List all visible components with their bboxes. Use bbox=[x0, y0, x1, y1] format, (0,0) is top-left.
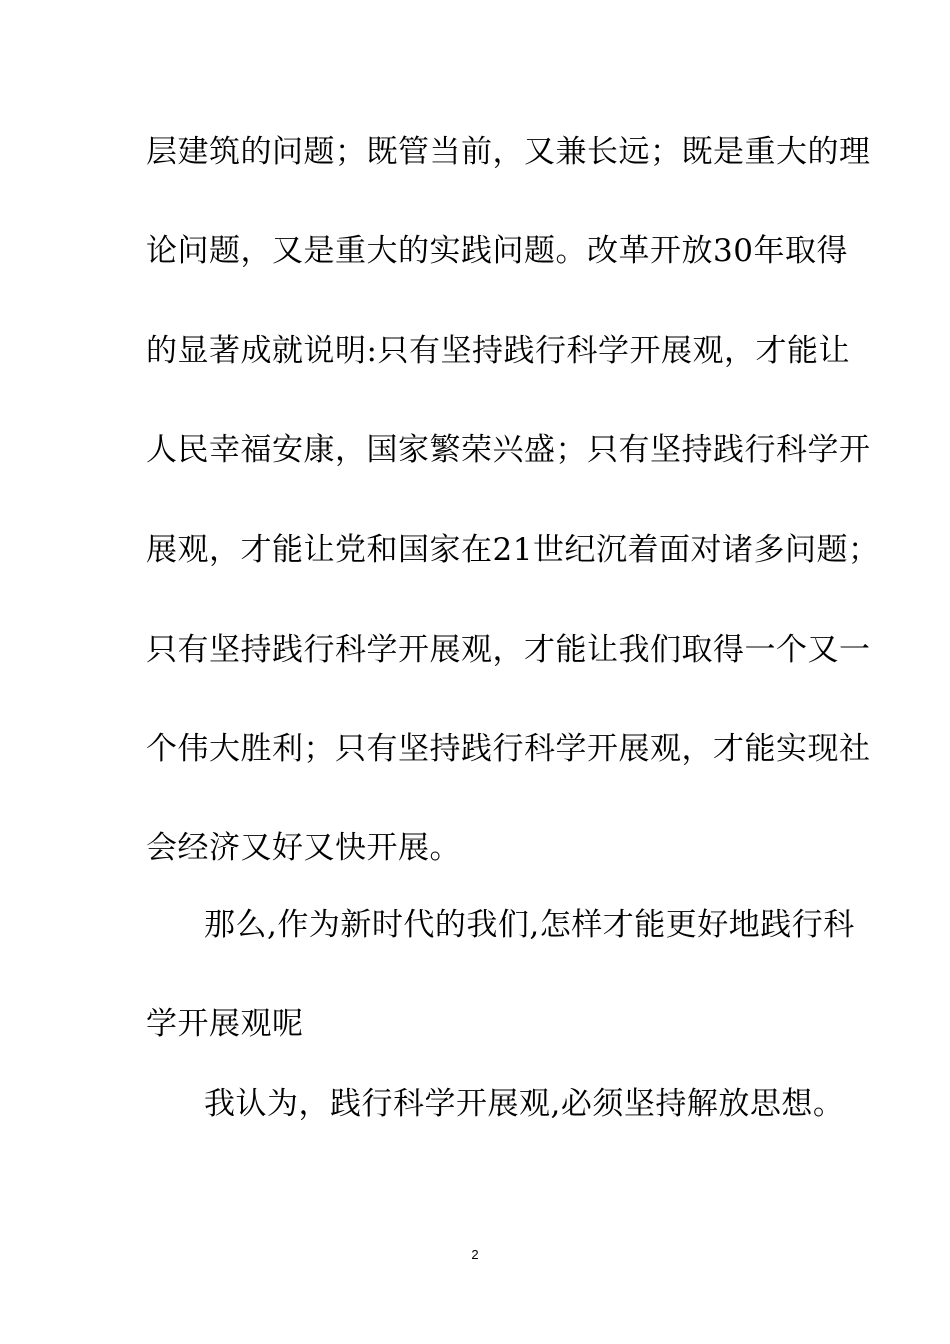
text-line: 个伟大胜利；只有坚持践行科学开展观，才能实现社 bbox=[146, 731, 871, 767]
text-line: 论问题，又是重大的实践问题。改革开放30年取得 bbox=[146, 233, 848, 269]
paragraph-first-line: 那么,作为新时代的我们,怎样才能更好地践行科 bbox=[204, 907, 855, 943]
paragraph-first-line: 我认为，践行科学开展观,必须坚持解放思想。 bbox=[204, 1086, 845, 1122]
text-line: 展观，才能让党和国家在21世纪沉着面对诸多问题； bbox=[146, 532, 880, 568]
text-line: 会经济又好又快开展。 bbox=[146, 830, 461, 866]
text-line: 人民幸福安康，国家繁荣兴盛；只有坚持践行科学开 bbox=[146, 432, 871, 468]
text-line: 只有坚持践行科学开展观，才能让我们取得一个又一 bbox=[146, 632, 871, 668]
text-line: 层建筑的问题；既管当前，又兼长远；既是重大的理 bbox=[146, 134, 871, 170]
page-number: 2 bbox=[471, 1247, 479, 1262]
text-line: 学开展观呢 bbox=[146, 1006, 304, 1042]
text-line: 的显著成就说明:只有坚持践行科学开展观，才能让 bbox=[146, 333, 850, 369]
